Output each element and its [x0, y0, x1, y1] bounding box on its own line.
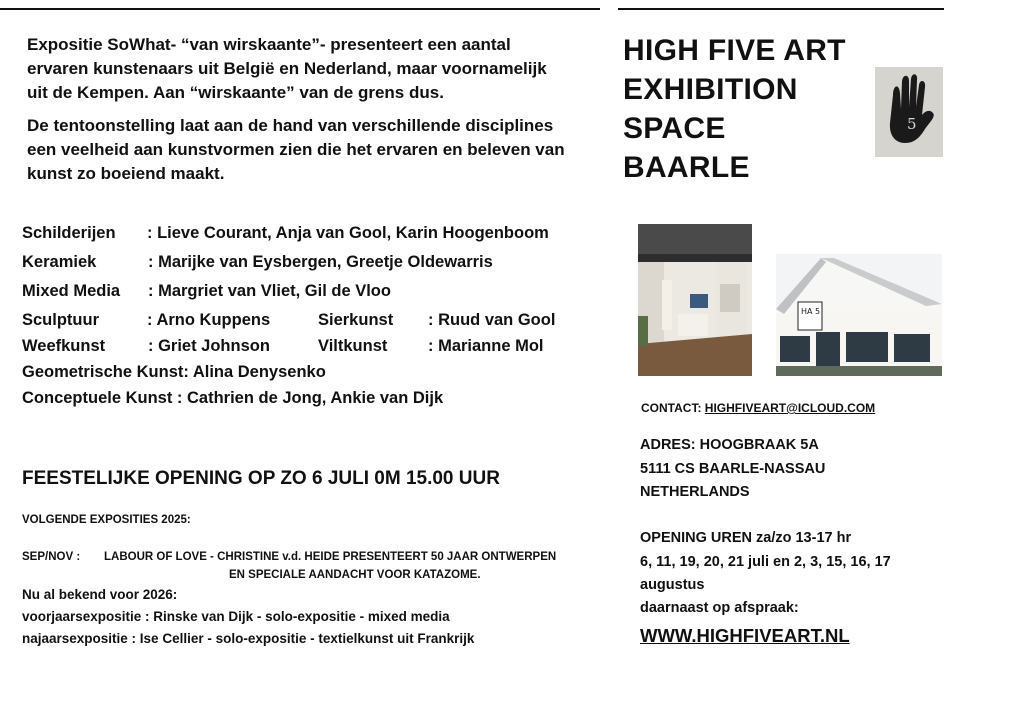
left-top-rule: [0, 8, 600, 10]
sign-text: HA 5: [801, 307, 821, 316]
autumn-exhibition: najaarsexpositie : Ise Cellier - solo-expositie - textielkunst uit Frankrijk: [22, 631, 475, 646]
sep-nov-label: SEP/NOV :: [22, 551, 81, 563]
address-line-2: 5111 CS BAARLE-NASSAU: [640, 461, 826, 477]
opening-dates-month: augustus: [640, 577, 705, 593]
intro-text: [27, 33, 607, 195]
opening-announcement: FEESTELIJKE OPENING OP ZO 6 JULI 0M 15.00 UUR: [22, 468, 500, 489]
gallery-title: HIGH FIVE ART EXHIBITION SPACE BAARLE: [623, 34, 846, 184]
by-appointment: daarnaast op afspraak:: [640, 600, 799, 616]
opening-dates: 6, 11, 19, 20, 21 juli en 2, 3, 15, 16, 17: [640, 554, 891, 570]
sep-nov-line-2: EN SPECIALE AANDACHT VOOR KATAZOME.: [229, 569, 481, 581]
gallery-interior-photo: [638, 224, 752, 376]
contact-email-link[interactable]: HIGHFIVEART@ICLOUD.COM: [704, 401, 876, 415]
known-2026-heading: Nu al bekend voor 2026:: [22, 587, 178, 602]
building-photo-image: [776, 254, 942, 376]
opening-hours-heading: OPENING UREN za/zo 13-17 hr: [640, 530, 852, 546]
address-line-3: NETHERLANDS: [640, 484, 750, 500]
next-exhibitions-heading: VOLGENDE EXPOSITIES 2025:: [22, 514, 191, 526]
logo-digit: 5: [907, 115, 917, 133]
right-top-rule: [618, 8, 944, 10]
website-link[interactable]: WWW.HIGHFIVEART.NL: [640, 625, 850, 646]
intro-paragraph-2: De tentoonstelling laat aan de hand van verschillende disciplines een veelheid aan kunstvormen zien die het ervaren en beleven van kunst zo boeiend maakt.: [27, 116, 565, 183]
contact-line: CONTACT: HIGHFIVEART@ICLOUD.COM: [641, 401, 876, 415]
high-five-hand-logo: [875, 67, 943, 157]
intro-paragraph-1: Expositie SoWhat- “van wirskaante”- presenteert een aantal ervaren kunstenaars uit België en Nederland, maar voornamelijk uit de Kempen. Aan “wirskaante” van de grens dus.: [27, 35, 547, 102]
interior-photo-image: [638, 224, 752, 376]
sep-nov-line-1: LABOUR OF LOVE - CHRISTINE v.d. HEIDE PRESENTEERT 50 JAAR ONTWERPEN: [104, 551, 557, 563]
hand-icon: [875, 67, 943, 157]
address-line-1: ADRES: HOOGBRAAK 5A: [640, 437, 819, 453]
gallery-building-photo: [776, 254, 942, 376]
spring-exhibition: voorjaarsexpositie : Rinske van Dijk - solo-expositie - mixed media: [22, 609, 450, 624]
